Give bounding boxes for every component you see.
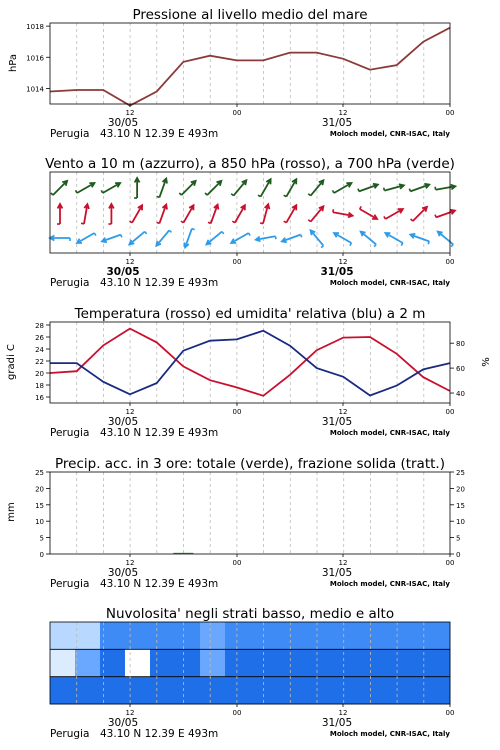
model-credit: Moloch model, CNR-ISAC, Italy [329,130,450,138]
cloud-cell-alto [250,622,276,650]
wind-850-arrow [130,205,143,222]
arrow-shaft [132,205,142,222]
arrow-barb [145,232,147,234]
y-tick-label: 22 [35,358,44,366]
cloud-cell-alto [50,622,76,650]
cloud-cell-basso [275,677,301,705]
model-credit: Moloch model, CNR-ISAC, Italy [329,279,450,287]
arrow-barb [411,219,413,221]
pressure-line [50,28,450,106]
cloud-cell-basso [150,677,176,705]
arrow-barb [169,230,171,232]
wind-10m-arrow [207,232,224,245]
location-coords: 43.10 N 12.39 E 493m [100,728,219,740]
wind-10m-arrow [129,232,146,245]
wind-700-arrow [358,184,378,192]
location-name: Perugia [50,728,90,740]
arrow-shaft [385,233,402,243]
cloud-cell-medio [200,649,226,677]
cloud-cell-basso [350,677,376,705]
arrow-barb [208,222,211,223]
date-label: 30/05 [107,117,139,129]
cloud-cell-alto [75,622,101,650]
x-tick-label: 12 [338,559,348,567]
arrow-shaft [181,181,195,195]
cloud-cell-basso [400,677,426,705]
temperature-panel [6,306,492,439]
wind-700-arrow [258,179,271,196]
cloud-cell-medio [375,649,401,677]
x-tick-label: 00 [232,559,242,567]
wind-850-arrow [260,204,269,223]
location-coords: 43.10 N 12.39 E 493m [100,128,219,140]
wind-700-arrow [435,185,455,190]
wind-panel [45,156,455,289]
precip-title: Precip. acc. in 3 ore: totale (verde), frazione solida (tratt.) [55,456,445,472]
arrow-shaft [334,233,351,243]
cloud-cell-basso [200,677,226,705]
cloud-cell-medio [300,649,326,677]
y-tick-label: 20 [35,370,44,378]
date-label: 31/05 [321,717,353,729]
date-label: 31/05 [320,266,354,278]
cloud-cell-basso [375,677,401,705]
location-name: Perugia [50,277,90,289]
wind-10m-arrow [184,229,194,248]
cloud-cell-basso [50,677,76,705]
model-credit: Moloch model, CNR-ISAC, Italy [329,429,450,437]
y-tick-label: 24 [35,346,44,354]
x-tick-label: 12 [338,408,348,416]
cloud-cell-alto [200,622,226,650]
arrow-barb [358,189,359,192]
arrow-shaft [231,233,248,243]
y-tick-label: 1014 [26,85,44,94]
arrow-barb [321,246,323,248]
wind-850-arrow [411,207,427,221]
arrow-barb [401,243,403,246]
cloud-cell-medio [250,649,276,677]
cloud-cell-basso [225,677,251,705]
date-label: 30/05 [107,717,139,729]
y-tick-label: 16 [35,394,44,402]
x-tick-label: 12 [125,109,135,117]
cloud-title: Nuvolosita' negli strati basso, medio e alto [105,606,395,622]
wind-10m-arrow [77,233,96,243]
x-tick-label: 12 [125,709,135,717]
pressure-frame [50,23,450,104]
y-tick-label-right: 20 [456,485,465,494]
date-label: 30/05 [107,416,139,428]
cloud-cell-medio [50,649,76,677]
cloud-cell-alto [350,622,376,650]
wind-850-arrow [308,206,323,221]
y-tick-label-right: 0 [456,551,461,559]
arrow-shaft [184,205,194,222]
x-tick-label: 00 [445,559,455,567]
y-tick-label: 26 [35,334,44,342]
date-label: 30/05 [106,266,140,278]
wind-10m-arrow [102,235,122,243]
pressure-panel [8,7,454,140]
cloud-cell-medio [350,649,376,677]
wind-700-arrow [409,184,429,192]
temperature-title: Temperatura (rosso) ed umidita' relativa (blu) a 2 m [74,306,426,322]
y-tick-label: 0 [39,551,44,559]
location-name: Perugia [50,427,90,439]
cloud-cells [50,622,451,705]
arrow-barb [435,215,436,218]
cloud-cell-basso [175,677,201,705]
arrow-barb [51,193,53,195]
x-tick-label: 12 [125,258,135,266]
y-tick-label: 10 [35,518,44,527]
cloud-cell-basso [100,677,126,705]
wind-700-arrow [179,181,195,195]
y-tick-label-right: 40 [456,390,465,399]
arrow-shaft [53,181,67,195]
location-coords: 43.10 N 12.39 E 493m [100,578,219,590]
cloud-xticks [50,704,454,740]
arrow-shaft [385,209,402,219]
pressure-title: Pressione al livello medio del mare [132,7,368,23]
cloud-cell-alto [325,622,351,650]
wind-850-arrow [360,206,377,219]
wind-10m-arrow [334,233,351,246]
cloud-cell-alto [125,622,151,650]
wind-10m-arrow [410,234,429,244]
arrow-barb [360,206,362,209]
wind-700-arrow [333,183,352,193]
cloud-cell-medio [425,649,451,677]
arrow-shaft [286,205,296,222]
temperature-ylabel: gradi C [6,344,17,380]
arrow-shaft [261,179,271,196]
wind-700-arrow [205,181,221,195]
wind-700-arrow [308,180,323,195]
humidity-ylabel: % [481,357,492,367]
cloud-cell-alto [275,622,301,650]
y-tick-label-right: 80 [456,340,465,349]
wind-700-arrow [231,180,246,195]
wind-850-arrow [208,205,218,224]
precip-xticks [50,554,454,590]
precip-ylabel: mm [6,502,17,522]
arrow-shaft [360,209,377,219]
wind-850-arrow [232,205,245,222]
cloud-cell-medio [150,649,176,677]
y-tick-label: 28 [35,322,44,330]
location-coords: 43.10 N 12.39 E 493m [100,427,219,439]
model-credit: Moloch model, CNR-ISAC, Italy [329,730,450,738]
cloud-cell-medio [225,649,251,677]
pressure-series [50,28,450,106]
arrow-barb [284,221,287,223]
y-tick-label: 18 [35,382,44,390]
precip-frame [50,472,450,554]
wind-700-arrow [76,183,95,193]
y-tick-label-right: 25 [456,469,465,477]
pressure-xticks [50,104,454,140]
wind-frame [50,172,450,253]
wind-700-arrow [284,179,297,196]
arrow-shaft [103,183,120,193]
y-tick-label: 15 [35,501,44,510]
arrow-barb [333,190,335,193]
arrow-shaft [438,232,453,245]
arrow-barb [258,195,261,197]
wind-850-arrow [81,204,89,224]
x-tick-label: 00 [232,109,242,117]
wind-850-arrow [108,204,113,224]
date-label: 30/05 [107,567,139,579]
arrow-barb [81,223,84,224]
arrow-barb [275,236,276,239]
arrow-shaft [129,232,144,245]
cloud-cell-basso [425,677,451,705]
cloud-cell-alto [300,622,326,650]
arrow-barb [222,232,224,234]
wind-10m-arrow [156,230,171,245]
x-tick-label: 00 [232,258,242,266]
arrow-shaft [207,181,221,195]
y-tick-label: 5 [39,534,44,543]
wind-700-arrow [51,181,67,195]
arrow-shaft [235,205,245,222]
wind-700-arrow [157,179,167,198]
arrow-barb [384,216,386,219]
arrow-barb [192,229,195,230]
y-tick-label: 1016 [26,54,44,63]
arrow-shaft [77,183,94,193]
arrow-shaft [361,232,376,245]
temperature-xticks [50,403,454,439]
cloud-cell-basso [250,677,276,705]
arrow-shaft [334,183,351,193]
wind-700-arrow [134,178,139,198]
model-credit: Moloch model, CNR-ISAC, Italy [329,580,450,588]
cloud-cell-basso [300,677,326,705]
temperature-series [50,329,450,396]
wind-10m-arrow [50,236,70,241]
cloud-cell-basso [75,677,101,705]
y-tick-label-right: 10 [456,518,465,527]
pressure-ylabel: hPa [8,53,19,73]
cloud-cell-basso [125,677,151,705]
cloud-cell-basso [325,677,351,705]
date-label: 31/05 [321,567,353,579]
arrow-barb [451,244,453,246]
wind-700-arrow [101,183,120,193]
precip-grid [77,472,424,554]
date-label: 31/05 [321,416,353,428]
arrow-barb [157,222,160,223]
y-tick-label: 1018 [26,23,44,32]
cloud-cell-alto [375,622,401,650]
x-tick-label: 12 [125,559,135,567]
arrow-shaft [286,179,296,196]
wind-barbs [50,178,455,248]
wind-700-arrow [384,184,404,190]
wind-850-arrow [333,209,353,217]
location-name: Perugia [50,128,90,140]
location-coords: 43.10 N 12.39 E 493m [100,277,219,289]
arrow-barb [428,241,429,244]
arrow-shaft [234,180,247,195]
arrow-barb [157,196,160,197]
y-tick-label-right: 15 [456,501,465,510]
pressure-grid [77,23,424,104]
x-tick-label: 00 [232,408,242,416]
arrow-barb [101,190,103,193]
wind-title: Vento a 10 m (azzurro), a 850 hPa (rosso), a 700 hPa (verde) [45,156,455,172]
wind-10m-arrow [361,232,376,247]
cloud-cell-alto [425,622,451,650]
arrow-barb [301,235,302,238]
x-tick-label: 12 [338,109,348,117]
cloud-cell-medio [325,649,351,677]
arrow-barb [260,223,263,224]
x-tick-label: 00 [232,709,242,717]
arrow-barb [308,194,310,196]
cloud-cell-medio [175,649,201,677]
wind-850-arrow [57,204,62,224]
arrow-barb [350,243,352,246]
x-tick-label: 00 [445,109,455,117]
cloud-cell-medio [275,649,301,677]
date-label: 31/05 [321,117,353,129]
cloud-cell-medio [75,649,101,677]
cloud-cell-alto [225,622,251,650]
wind-850-arrow [435,210,455,218]
wind-10m-arrow [282,235,302,243]
arrow-barb [121,235,122,238]
pressure-yticks [26,23,50,93]
temperature-yticks [35,322,465,402]
arrow-barb [232,221,235,223]
y-tick-label-right: 5 [456,534,461,543]
arrow-barb [94,233,96,236]
x-tick-label: 00 [445,408,455,416]
cloud-panel [50,606,454,740]
arrow-barb [284,195,287,197]
wind-10m-arrow [438,232,453,247]
arrow-barb [384,188,385,191]
wind-850-arrow [181,205,194,222]
arrow-shaft [207,232,222,245]
cloud-cell-medio [125,649,151,677]
arrow-barb [435,187,436,190]
y-tick-label: 20 [35,485,44,494]
arrow-barb [231,194,233,196]
cloud-cell-medio [400,649,426,677]
arrow-barb [409,189,410,192]
arrow-shaft [156,230,169,245]
cloud-cell-alto [150,622,176,650]
y-tick-label: 25 [35,469,44,477]
location-name: Perugia [50,578,90,590]
wind-850-arrow [384,209,403,219]
x-tick-label: 00 [445,258,455,266]
x-tick-label: 12 [125,408,135,416]
y-tick-label-right: 60 [456,365,465,374]
cloud-cell-alto [175,622,201,650]
arrow-barb [308,220,310,222]
x-tick-label: 00 [445,709,455,717]
arrow-barb [249,233,251,236]
wind-10m-arrow [231,233,250,243]
cloud-cell-alto [100,622,126,650]
wind-10m-arrow [385,233,402,246]
arrow-shaft [77,233,94,243]
cloud-cell-medio [100,649,126,677]
arrow-barb [333,209,334,212]
arrow-shaft [413,207,427,221]
x-tick-label: 12 [338,709,348,717]
wind-xticks [50,253,454,289]
arrow-barb [179,193,181,195]
precip-yticks [35,469,465,559]
wind-10m-arrow [256,236,276,241]
arrow-shaft [311,180,324,195]
x-tick-label: 12 [338,258,348,266]
arrow-barb [374,244,376,246]
cloud-cell-alto [400,622,426,650]
wind-850-arrow [157,205,167,224]
precip-panel [6,456,465,590]
arrow-barb [205,193,207,195]
